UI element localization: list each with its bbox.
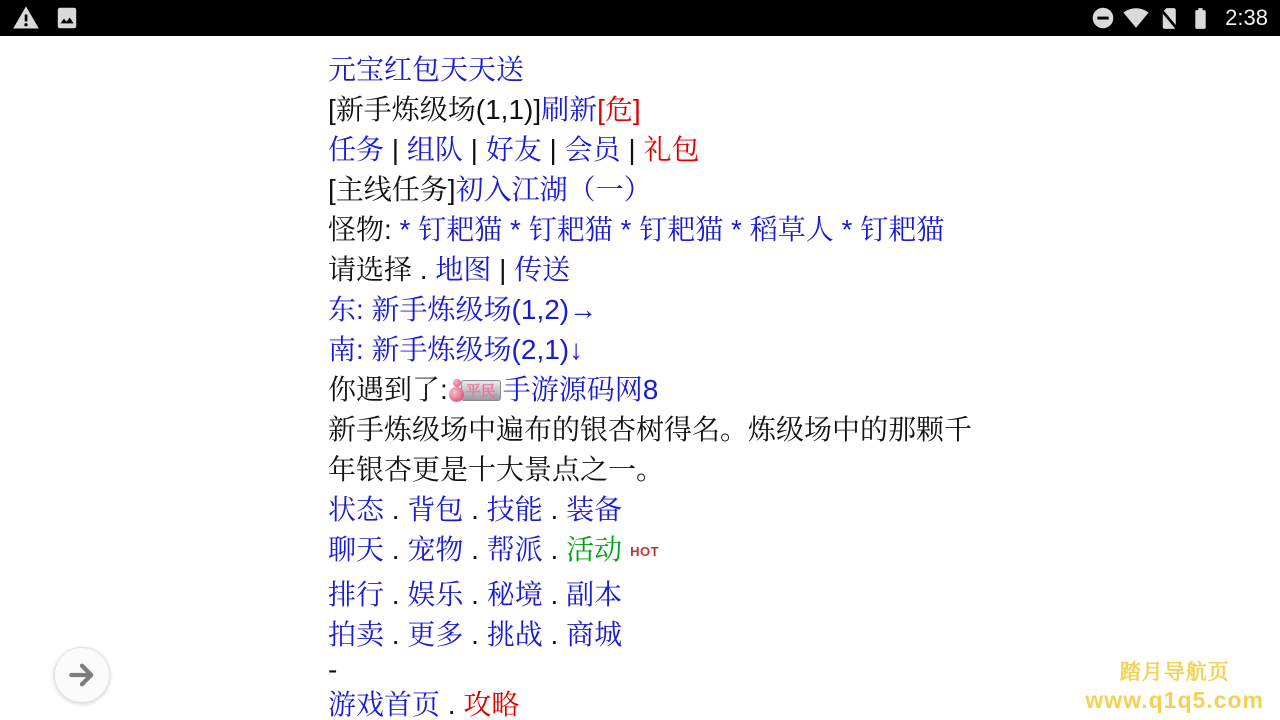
separator: * (833, 214, 861, 245)
hot-badge: HOT (630, 544, 660, 559)
description-text: 新手炼级场中遍布的银杏树得名。炼级场中的那颗千 (328, 414, 973, 445)
chat-link[interactable]: 聊天 (328, 534, 385, 565)
monster-link[interactable]: 钉耙猫 (418, 214, 503, 245)
vip-link[interactable]: 会员 (564, 134, 621, 165)
dungeon-link[interactable]: 副本 (566, 579, 623, 610)
watermark (1085, 660, 1264, 714)
friends-link[interactable]: 好友 (485, 134, 542, 165)
danger-flag: [危] (597, 94, 641, 125)
location-line (328, 90, 952, 130)
status-bar-left (8, 4, 80, 32)
separator: . (384, 534, 408, 565)
monster-link[interactable]: 钉耙猫 (639, 214, 724, 245)
separator: . (542, 494, 567, 525)
promo-line (328, 50, 952, 90)
forward-button[interactable] (54, 647, 110, 703)
status-bar (0, 0, 1280, 36)
choose-line (328, 250, 952, 290)
equipment-link[interactable]: 装备 (566, 494, 623, 525)
tasks-link[interactable]: 任务 (328, 134, 385, 165)
status-link[interactable]: 状态 (328, 494, 385, 525)
encounter-line (328, 370, 952, 410)
east-exit-link[interactable]: 东: 新手炼级场(1,2)→ (328, 294, 598, 325)
separator: | (491, 254, 515, 285)
ranking-link[interactable]: 排行 (328, 579, 385, 610)
menu-row-1 (328, 490, 952, 530)
separator: . (463, 534, 487, 565)
screenshot-image-icon (54, 5, 80, 31)
monster-link[interactable]: 钉耙猫 (860, 214, 945, 245)
pets-link[interactable]: 宠物 (407, 534, 464, 565)
challenge-link[interactable]: 挑战 (486, 619, 543, 650)
wifi-icon (1123, 5, 1149, 31)
team-link[interactable]: 组队 (406, 134, 463, 165)
choose-label: 请选择 . (328, 254, 436, 285)
gourd-icon (449, 379, 464, 402)
status-bar-right (1090, 5, 1272, 31)
location-label: [新手炼级场(1,1)] (328, 94, 542, 125)
quest-link[interactable]: 初入江湖（一） (455, 174, 652, 205)
game-text (328, 0, 973, 720)
description-line-1 (328, 410, 973, 450)
separator: * (502, 214, 529, 245)
quest-line (328, 170, 952, 210)
mall-link[interactable]: 商城 (566, 619, 623, 650)
south-exit-link[interactable]: 南: 新手炼级场(2,1)↓ (328, 334, 584, 365)
encounter-label: 你遇到了: (328, 374, 448, 405)
rank-badge-icon (449, 379, 501, 403)
no-sim-icon (1156, 6, 1181, 31)
monsters-line (328, 210, 952, 250)
separator: . (463, 579, 487, 610)
separator: . (542, 534, 567, 565)
dash: - (328, 654, 338, 685)
separator: . (384, 494, 408, 525)
guild-link[interactable]: 帮派 (486, 534, 543, 565)
clock-time: 2:38 (1225, 5, 1268, 30)
menu-row-3 (328, 575, 952, 615)
separator: . (542, 619, 567, 650)
dash-line (328, 655, 952, 685)
east-exit-line (328, 290, 952, 330)
separator: | (541, 134, 565, 165)
refresh-link[interactable]: 刷新 (541, 94, 598, 125)
menu-row-4 (328, 615, 952, 655)
separator: * (391, 214, 419, 245)
more-link[interactable]: 更多 (407, 619, 464, 650)
home-link[interactable]: 游戏首页 (328, 689, 441, 720)
skills-link[interactable]: 技能 (486, 494, 543, 525)
separator: | (462, 134, 486, 165)
separator: * (612, 214, 640, 245)
separator: . (542, 579, 567, 610)
separator: . (463, 619, 487, 650)
description-line-2 (328, 450, 952, 490)
warning-icon (12, 4, 40, 32)
player-link[interactable]: 手游源码网8 (502, 374, 659, 405)
map-link[interactable]: 地图 (435, 254, 492, 285)
description-text: 年银杏更是十大景点之一。 (328, 454, 665, 485)
separator: . (384, 619, 408, 650)
monster-link[interactable]: 钉耙猫 (528, 214, 613, 245)
events-link[interactable]: 活动 (566, 534, 623, 565)
separator: | (620, 134, 644, 165)
separator: . (440, 689, 464, 720)
guide-link[interactable]: 攻略 (463, 689, 520, 720)
footer-line (328, 685, 952, 720)
south-exit-line (328, 330, 952, 370)
teleport-link[interactable]: 传送 (514, 254, 571, 285)
separator: | (384, 134, 407, 165)
separator: * (723, 214, 750, 245)
auction-link[interactable]: 拍卖 (328, 619, 385, 650)
entertainment-link[interactable]: 娱乐 (407, 579, 464, 610)
forward-arrow-icon (65, 658, 99, 692)
watermark-url: www.q1q5.com (1085, 687, 1264, 713)
battery-icon (1188, 6, 1213, 31)
monster-link[interactable]: 稻草人 (749, 214, 834, 245)
quest-label: [主线任务] (328, 174, 456, 205)
separator: . (384, 579, 408, 610)
menu-row-2 (328, 530, 952, 575)
separator: . (463, 494, 487, 525)
rank-label: 平民 (461, 380, 501, 401)
bag-link[interactable]: 背包 (407, 494, 464, 525)
monsters-label: 怪物: (328, 214, 392, 245)
promo-link[interactable]: 元宝红包天天送 (328, 54, 525, 85)
giftpack-link[interactable]: 礼包 (643, 134, 700, 165)
secret-realm-link[interactable]: 秘境 (486, 579, 543, 610)
nav-line (328, 130, 952, 170)
do-not-disturb-icon (1090, 5, 1116, 31)
watermark-title: 踏月导航页 (1119, 661, 1230, 684)
